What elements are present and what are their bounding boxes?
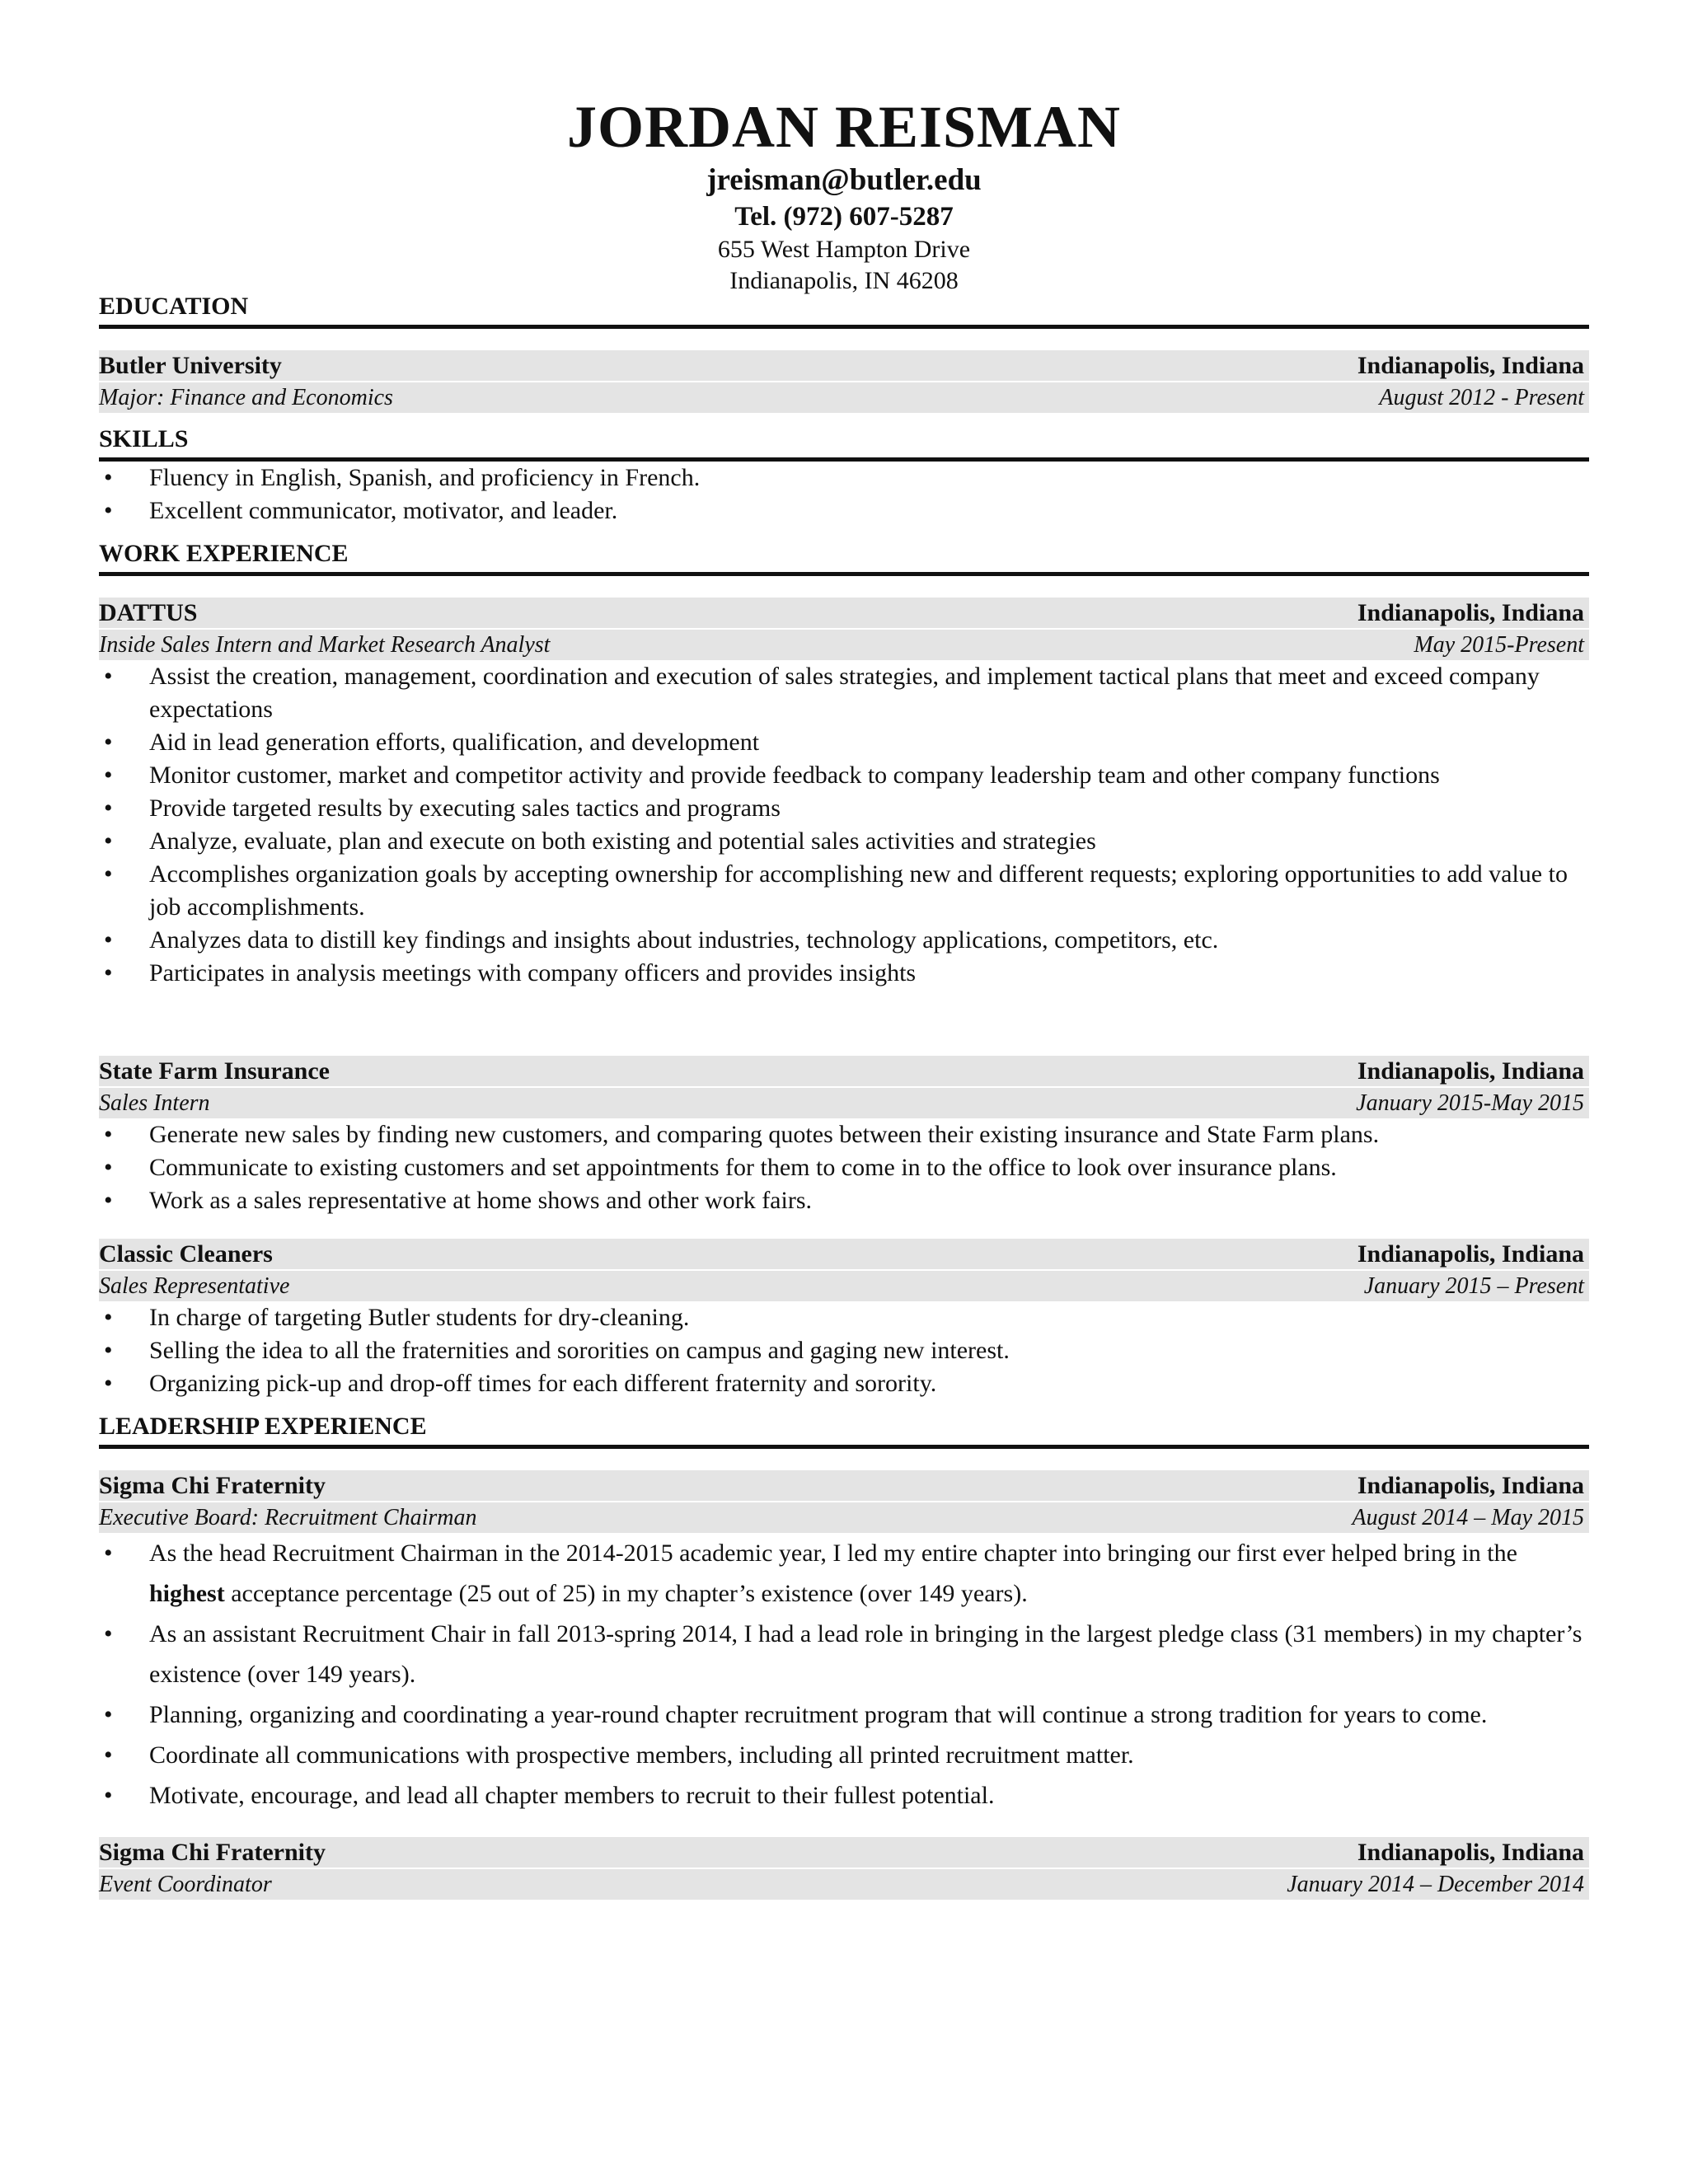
job-entry-classic-cleaners xyxy=(99,1239,1589,1400)
major: Major: Finance and Economics xyxy=(99,385,393,410)
entry-dates: August 2012 - Present xyxy=(1379,385,1584,410)
section-title: WORK EXPERIENCE xyxy=(99,537,1589,576)
entry-subheader xyxy=(99,1869,1589,1900)
list-item: • Assist the creation, management, coordination and execution of sales strategies, and implement tactical plans that meet and exceed company expectations xyxy=(99,660,1589,726)
school-name: Butler University xyxy=(99,352,282,379)
entry-subheader xyxy=(99,1088,1589,1118)
entry-dates: January 2014 – December 2014 xyxy=(1287,1872,1584,1897)
leadership-entry-event xyxy=(99,1837,1589,1900)
list-item: • Analyze, evaluate, plan and execute on both existing and potential sales activities and strategies xyxy=(99,825,1589,858)
list-item: • Monitor customer, market and competitor activity and provide feedback to company leadership team and other company functions xyxy=(99,759,1589,792)
job-bullets xyxy=(99,1118,1589,1217)
list-item: • Coordinate all communications with prospective members, including all printed recruitment matter. xyxy=(99,1735,1589,1775)
email-address: jreisman@butler.edu xyxy=(706,163,982,197)
role-title: Event Coordinator xyxy=(99,1872,272,1897)
list-item: • Fluency in English, Spanish, and proficiency in French. xyxy=(99,462,1589,494)
bold-emphasis: highest xyxy=(149,1580,225,1607)
organization-name: Sigma Chi Fraternity xyxy=(99,1472,326,1499)
job-entry-state-farm xyxy=(99,1056,1589,1217)
entry-dates: January 2015-May 2015 xyxy=(1356,1090,1584,1116)
bullet-text: As the head Recruitment Chairman in the 2014-2015 academic year, I led my entire chapter into bringing our first ever helped bring in the xyxy=(149,1540,1517,1567)
list-item: • In charge of targeting Butler students for dry-cleaning. xyxy=(99,1301,1589,1334)
section-title: EDUCATION xyxy=(99,290,1589,329)
role-title: Executive Board: Recruitment Chairman xyxy=(99,1505,477,1530)
work-experience-section xyxy=(99,537,1589,1400)
organization-name: Sigma Chi Fraternity xyxy=(99,1839,326,1866)
entry-dates: January 2015 – Present xyxy=(1363,1273,1584,1299)
list-item: • Organizing pick-up and drop-off times for each different fraternity and sorority. xyxy=(99,1367,1589,1400)
entry-header xyxy=(99,1837,1589,1868)
entry-subheader xyxy=(99,382,1589,413)
leadership-section xyxy=(99,1410,1589,1900)
section-title: SKILLS xyxy=(99,423,1589,462)
list-item: • Provide targeted results by executing sales tactics and programs xyxy=(99,792,1589,825)
entry-header xyxy=(99,350,1589,381)
bullet-text: acceptance percentage (25 out of 25) in my chapter’s existence (over 149 years). xyxy=(224,1580,1028,1607)
list-item: • Selling the idea to all the fraternities and sororities on campus and gaging new interest. xyxy=(99,1334,1589,1367)
entry-location: Indianapolis, Indiana xyxy=(1357,1057,1584,1085)
job-title: Sales Representative xyxy=(99,1273,290,1299)
address-line-1: 655 West Hampton Drive xyxy=(717,236,971,263)
list-item: • Planning, organizing and coordinating a year-round chapter recruitment program that will continue a strong tradition for years to come. xyxy=(99,1694,1589,1735)
organization-name: State Farm Insurance xyxy=(99,1057,330,1085)
entry-location: Indianapolis, Indiana xyxy=(1357,352,1584,379)
list-item: • As an assistant Recruitment Chair in fall 2013-spring 2014, I had a lead role in bringing in the largest pledge class (31 members) in my chapter’s existence (over 149 years). xyxy=(99,1614,1589,1694)
list-item: • Analyzes data to distill key findings and insights about industries, technology applications, competitors, etc. xyxy=(99,924,1589,957)
entry-subheader xyxy=(99,1502,1589,1533)
skills-section xyxy=(99,423,1589,527)
section-title: LEADERSHIP EXPERIENCE xyxy=(99,1410,1589,1449)
list-item: • Work as a sales representative at home shows and other work fairs. xyxy=(99,1184,1589,1217)
list-item: • Participates in analysis meetings with company officers and provides insights xyxy=(99,957,1589,990)
entry-subheader xyxy=(99,1271,1589,1301)
phone-number: Tel. (972) 607-5287 xyxy=(734,202,954,232)
skills-list xyxy=(99,462,1589,527)
education-section xyxy=(99,290,1589,413)
list-item: • Excellent communicator, motivator, and leader. xyxy=(99,494,1589,527)
entry-header xyxy=(99,598,1589,628)
entry-dates: August 2014 – May 2015 xyxy=(1352,1505,1584,1530)
entry-location: Indianapolis, Indiana xyxy=(1357,1240,1584,1268)
role-bullets xyxy=(99,1533,1589,1816)
entry-location: Indianapolis, Indiana xyxy=(1357,1839,1584,1866)
candidate-name: JORDAN REISMAN xyxy=(566,94,1122,160)
entry-header xyxy=(99,1056,1589,1086)
entry-header xyxy=(99,1239,1589,1269)
entry-dates: May 2015-Present xyxy=(1414,632,1584,658)
organization-name: Classic Cleaners xyxy=(99,1240,273,1268)
list-item: • Aid in lead generation efforts, qualification, and development xyxy=(99,726,1589,759)
organization-name: DATTUS xyxy=(99,599,198,626)
entry-subheader xyxy=(99,630,1589,660)
job-bullets xyxy=(99,660,1589,990)
resume-body xyxy=(99,290,1589,1900)
entry-header xyxy=(99,1470,1589,1501)
list-item: • Generate new sales by finding new customers, and comparing quotes between their existing insurance and State Farm plans. xyxy=(99,1118,1589,1151)
list-item xyxy=(99,1533,1589,1614)
leadership-entry-recruitment xyxy=(99,1470,1589,1816)
list-item: • Communicate to existing customers and set appointments for them to come in to the office to look over insurance plans. xyxy=(99,1151,1589,1184)
list-item: • Motivate, encourage, and lead all chapter members to recruit to their fullest potential. xyxy=(99,1775,1589,1816)
resume-header xyxy=(0,0,1688,297)
job-bullets xyxy=(99,1301,1589,1400)
job-title: Inside Sales Intern and Market Research Analyst xyxy=(99,632,551,658)
job-title: Sales Intern xyxy=(99,1090,210,1116)
job-entry-dattus xyxy=(99,598,1589,990)
address-line-2: Indianapolis, IN 46208 xyxy=(729,267,959,294)
entry-location: Indianapolis, Indiana xyxy=(1357,599,1584,626)
entry-location: Indianapolis, Indiana xyxy=(1357,1472,1584,1499)
list-item: • Accomplishes organization goals by accepting ownership for accomplishing new and different requests; exploring opportunities to add value to job accomplishments. xyxy=(99,858,1589,924)
